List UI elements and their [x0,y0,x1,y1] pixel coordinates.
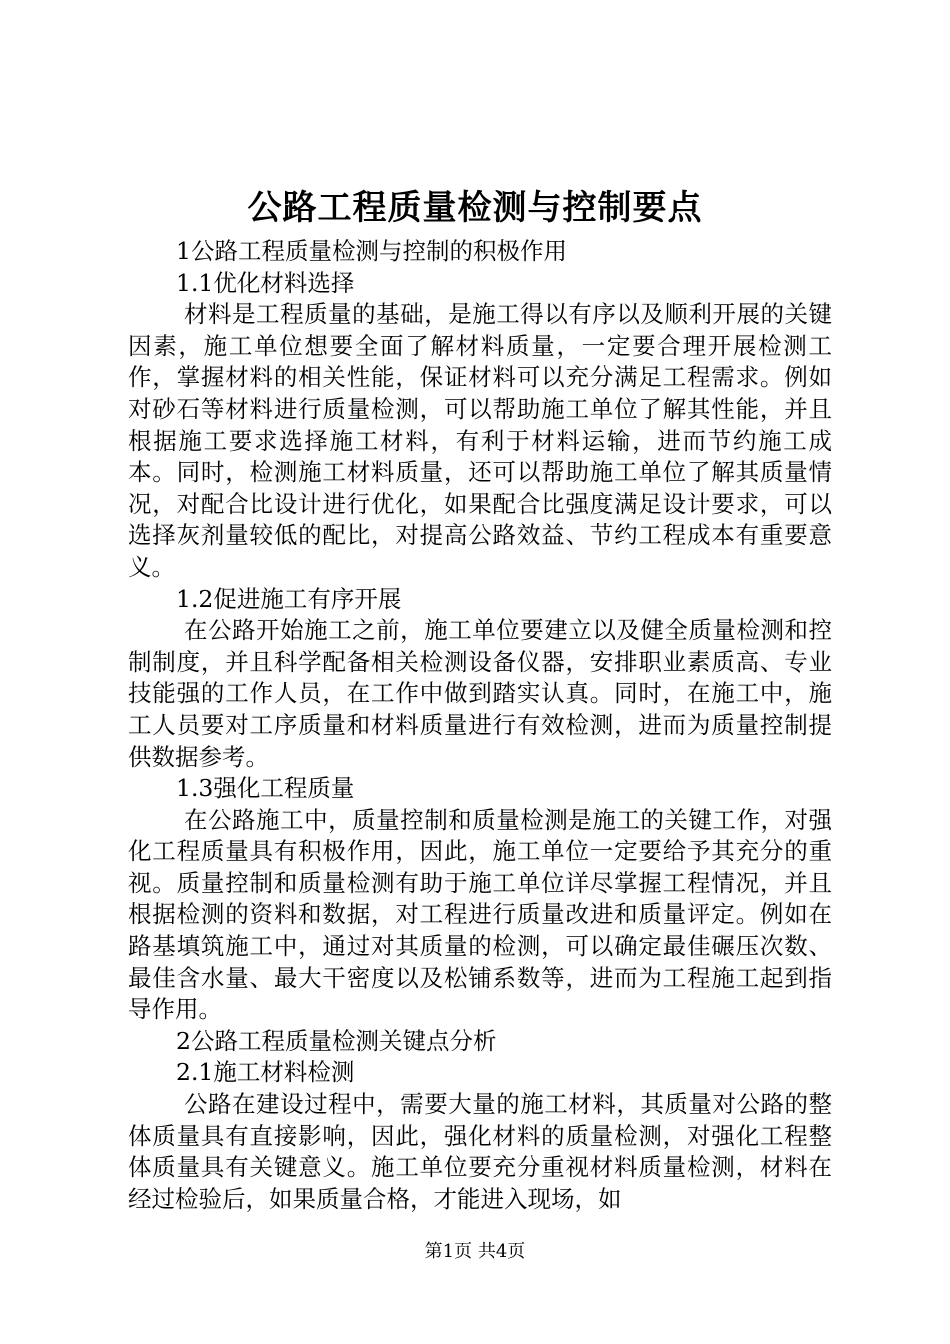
subsection-heading: 1.1优化材料选择 [176,268,355,297]
body-paragraph: 公路在建设过程中，需要大量的施工材料，其质量对公路的整体质量具有直接影响，因此，强化材料的质量检测，对强化工程整体质量具有关键意义。施工单位要充分重视材料质量检测，材料在经过检验后，如果质量合格，才能进入现场，如 [128,1090,832,1213]
document-title: 公路工程质量检测与控制要点 [247,188,703,228]
subsection-heading: 1.2促进施工有序开展 [176,584,402,613]
document-body [128,236,832,1215]
page-footer: 第1页 共4页 [424,1241,526,1262]
body-paragraph: 在公路开始施工之前，施工单位要建立以及健全质量检测和控制制度，并且科学配备相关检测设备仪器，安排职业素质高、专业技能强的工作人员，在工作中做到踏实认真。同时，在施工中，施工人员要对工序质量和材料质量进行有效检测，进而为质量控制提供数据参考。 [128,616,832,771]
body-paragraph: 在公路施工中，质量控制和质量检测是施工的关键工作，对强化工程质量具有积极作用，因此，施工单位一定要给予其充分的重视。质量控制和质量检测有助于施工单位详尽掌握工程情况，并且根据检测的资料和数据，对工程进行质量改进和质量评定。例如在路基填筑施工中，通过对其质量的检测，可以确定最佳碾压次数、最佳含水量、最大干密度以及松铺系数等，进而为工程施工起到指导作用。 [128,805,832,1024]
subsection-heading: 2.1施工材料检测 [176,1058,355,1087]
subsection-heading: 1.3强化工程质量 [176,774,355,803]
section-heading: 1公路工程质量检测与控制的积极作用 [176,237,567,265]
section-heading: 2公路工程质量检测关键点分析 [176,1026,497,1055]
body-paragraph: 材料是工程质量的基础，是施工得以有序以及顺利开展的关键因素，施工单位想要全面了解材料质量，一定要合理开展检测工作，掌握材料的相关性能，保证材料可以充分满足工程需求。例如对砂石等材料进行质量检测，可以帮助施工单位了解其性能，并且根据施工要求选择施工材料，有利于材料运输，进而节约施工成本。同时，检测施工材料质量，还可以帮助施工单位了解其质量情况，对配合比设计进行优化，如果配合比强度满足设计要求，可以选择灰剂量较低的配比，对提高公路效益、节约工程成本有重要意义。 [128,300,832,581]
